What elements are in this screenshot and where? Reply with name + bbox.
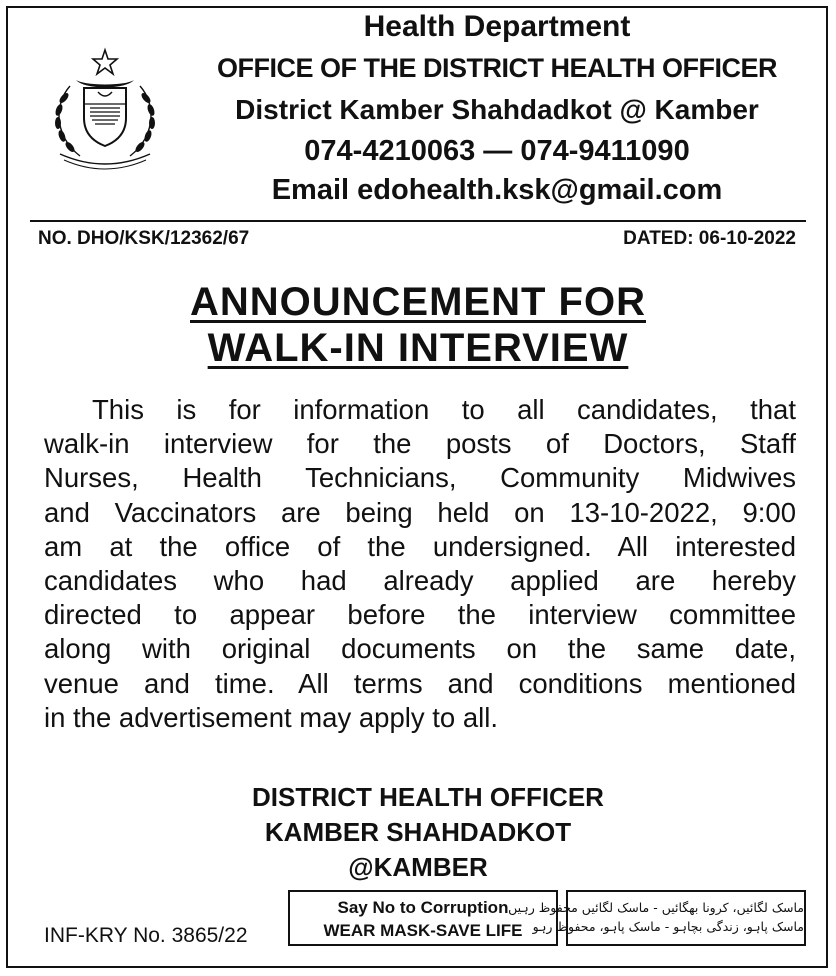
email-address: Email edohealth.ksk@gmail.com: [271, 174, 723, 206]
urdu-slogan-line2: ماسک پاہو، زندگی بچاہو - ماسک پاہو، محفوظ رہو: [532, 919, 804, 934]
body-line: venue and time. All terms and conditions mentioned: [44, 667, 796, 699]
urdu-slogan-box: [508, 890, 806, 946]
anti-corruption-box: [288, 890, 558, 946]
department-name: Health Department: [363, 10, 631, 43]
mask-slogan: WEAR MASK-SAVE LIFE: [323, 921, 523, 940]
title-line1-text: ANNOUNCEMENT FOR: [190, 280, 646, 324]
phone-numbers: 074-4210063 — 074-9411090: [304, 135, 690, 167]
urdu-slogan-line1: ماسک لگائیں، کرونا بھگائیں - ماسک لگائیں محفوظ رہیں: [508, 900, 804, 915]
district-name: District Kamber Shahdadkot @ Kamber: [235, 94, 759, 125]
header-divider: [30, 220, 806, 222]
corruption-slogan: Say No to Corruption: [337, 898, 509, 917]
body-line: candidates who had already applied are hereby: [44, 565, 796, 597]
announcement-title-line2: [0, 326, 836, 371]
announcement-title-line1: [0, 280, 836, 325]
body-line: in the advertisement may apply to all.: [44, 701, 498, 733]
body-line: and Vaccinators are being held on 13-10-2022, 9:00: [44, 496, 796, 528]
sindh-government-emblem-icon: [40, 46, 170, 172]
inf-number: INF-KRY No. 3865/22: [44, 924, 248, 947]
body-line: Nurses, Health Technicians, Community Midwives: [44, 462, 796, 494]
body-line: walk-in interview for the posts of Doctors, Staff: [44, 428, 796, 460]
body-line: directed to appear before the interview committee: [44, 599, 796, 631]
signatory-district: KAMBER SHAHDADKOT: [264, 817, 572, 847]
issue-date: DATED: 06-10-2022: [623, 228, 796, 249]
body-line: along with original documents on the same date,: [44, 633, 796, 665]
title-line2-text: WALK-IN INTERVIEW: [207, 326, 629, 370]
announcement-body: [44, 393, 796, 735]
reference-number: NO. DHO/KSK/12362/67: [38, 228, 250, 249]
office-name: OFFICE OF THE DISTRICT HEALTH OFFICER: [217, 53, 777, 83]
signatory-location: @KAMBER: [348, 852, 488, 882]
body-line: am at the office of the undersigned. All interested: [44, 530, 796, 562]
body-line: This is for information to all candidates, that: [92, 394, 796, 425]
signatory-title: DISTRICT HEALTH OFFICER: [252, 782, 604, 812]
